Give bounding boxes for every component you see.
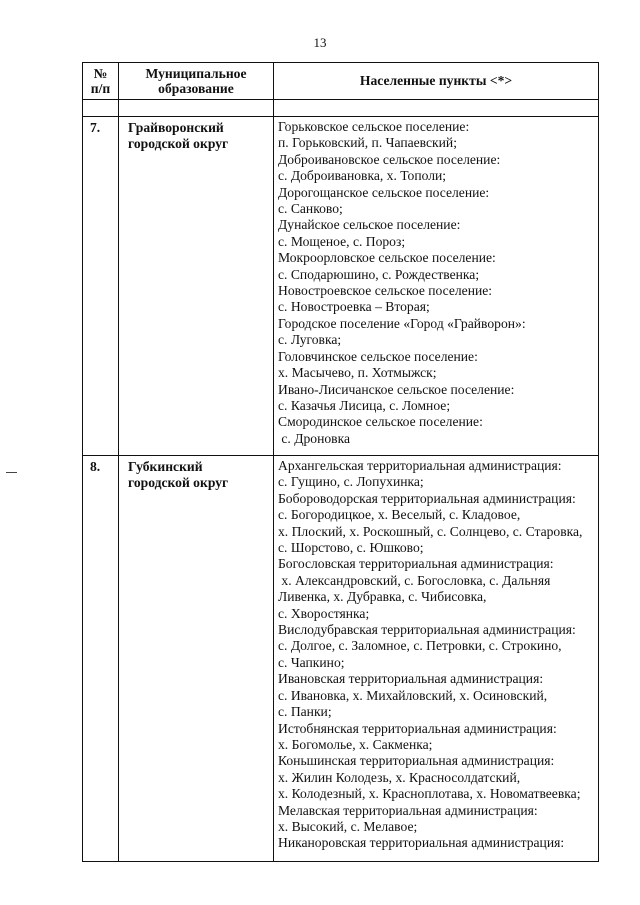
settlement-line: Смородинское сельское поселение: xyxy=(278,414,483,430)
settlement-line: с. Долгое, с. Заломное, с. Петровки, с. Строкино, xyxy=(278,638,562,654)
settlement-line: Городское поселение «Город «Грайворон»: xyxy=(278,315,526,331)
municipality-name xyxy=(119,117,274,456)
settlement-line: Головчинское сельское поселение: xyxy=(278,348,478,364)
settlement-line: Бобороводорская территориальная администрация: xyxy=(278,490,576,506)
settlement-line: Дорогощанское сельское поселение: xyxy=(278,184,490,200)
settlement-line: Мелавская территориальная администрация: xyxy=(278,802,538,818)
settlement-line: Коньшинская территориальная администрация: xyxy=(278,753,555,769)
settlement-line: с. Мощеное, с. Пороз; xyxy=(278,233,406,249)
settlement-line: х. Жилин Колодезь, х. Красносолдатский, xyxy=(278,769,521,785)
settlement-line: х. Колодезный, х. Красноплотава, х. Новоматвеевка; xyxy=(278,786,581,802)
settlement-line: с. Луговка; xyxy=(278,332,342,348)
settlement-line: Архангельская территориальная администрация: xyxy=(278,458,562,473)
settlement-line: Ивано-Лисичанское сельское поселение: xyxy=(278,381,515,397)
spacer-cell xyxy=(119,100,274,117)
settlement-line: Дунайское сельское поселение: xyxy=(278,217,461,233)
settlement-line: с. Сподарюшино, с. Рождественка; xyxy=(278,266,480,282)
municipality-name-line-1: Губкинский xyxy=(128,459,203,474)
header-number-line-1: № xyxy=(93,65,108,81)
spacer-row xyxy=(83,100,599,117)
settlement-line: Ивановская территориальная администрация: xyxy=(278,671,544,687)
settlements-list xyxy=(274,117,599,456)
header-settlements: Населенные пункты <*> xyxy=(274,63,599,100)
settlements-list xyxy=(274,456,599,862)
table-row xyxy=(83,117,599,456)
page-number: 13 xyxy=(313,35,327,50)
settlement-line: с. Доброивановка, х. Тополи; xyxy=(278,168,447,184)
row-number: 8. xyxy=(83,456,119,862)
settlement-line: с. Новостроевка – Вторая; xyxy=(278,299,430,315)
municipality-name-line-2: городской округ xyxy=(128,475,229,491)
settlement-line: Богословская территориальная администрация: xyxy=(278,556,554,572)
settlement-line: с. Казачья Лисица, с. Ломное; xyxy=(278,397,451,413)
table-header-row xyxy=(83,63,599,100)
settlement-line: х. Богомолье, х. Сакменка; xyxy=(278,736,433,752)
settlement-line: с. Хворостянка; xyxy=(278,605,370,621)
header-number-line-2: п/п xyxy=(90,81,111,96)
settlement-line: с. Панки; xyxy=(278,704,332,720)
settlement-line: Мокроорловское сельское поселение: xyxy=(278,250,496,266)
header-municipality-line-1: Муниципальное xyxy=(145,65,247,81)
settlement-line: х. Плоский, х. Роскошный, с. Солнцево, с. Старовка, xyxy=(278,523,583,539)
municipality-name xyxy=(119,456,274,862)
header-municipality xyxy=(119,63,274,100)
settlement-line: с. Гущино, с. Лопухинка; xyxy=(278,474,424,490)
settlement-line: п. Горьковский, п. Чапаевский; xyxy=(278,135,457,151)
spacer-cell xyxy=(274,100,599,117)
settlement-line: Новостроевское сельское поселение: xyxy=(278,283,493,299)
settlement-line: Доброивановское сельское поселение: xyxy=(278,151,501,167)
settlement-line: х. Масычево, п. Хотмыжск; xyxy=(278,365,437,381)
settlements-table xyxy=(82,62,599,862)
settlement-line: Никаноровская территориальная администрация: xyxy=(278,835,565,851)
spacer-cell xyxy=(83,100,119,117)
municipality-name-line-1: Грайворонский xyxy=(128,120,224,135)
table-row xyxy=(83,456,599,862)
settlement-line: х. Высокий, с. Мелавое; xyxy=(278,818,418,834)
settlement-line: Горьковское сельское поселение: xyxy=(278,119,470,134)
settlement-line: с. Дроновка xyxy=(278,430,351,446)
settlement-line: с. Шорстово, с. Юшково; xyxy=(278,540,424,556)
settlement-line: х. Александровский, с. Богословка, с. Дальняя xyxy=(278,572,551,588)
row-number: 7. xyxy=(83,117,119,456)
header-municipality-line-2: образование xyxy=(158,81,234,96)
header-number xyxy=(83,63,119,100)
settlement-line: Ливенка, х. Дубравка, с. Чибисовка, xyxy=(278,589,487,605)
margin-mark xyxy=(6,472,17,473)
settlement-line: с. Ивановка, х. Михайловский, х. Осиновский, xyxy=(278,687,548,703)
settlement-line: с. Санково; xyxy=(278,201,343,217)
settlement-line: Вислодубравская территориальная администрация: xyxy=(278,622,576,638)
settlement-line: Истобнянская территориальная администрация: xyxy=(278,720,557,736)
settlement-line: с. Богородицкое, х. Веселый, с. Кладовое, xyxy=(278,507,521,523)
settlement-line: с. Чапкино; xyxy=(278,654,345,670)
municipality-name-line-2: городской округ xyxy=(128,136,229,152)
